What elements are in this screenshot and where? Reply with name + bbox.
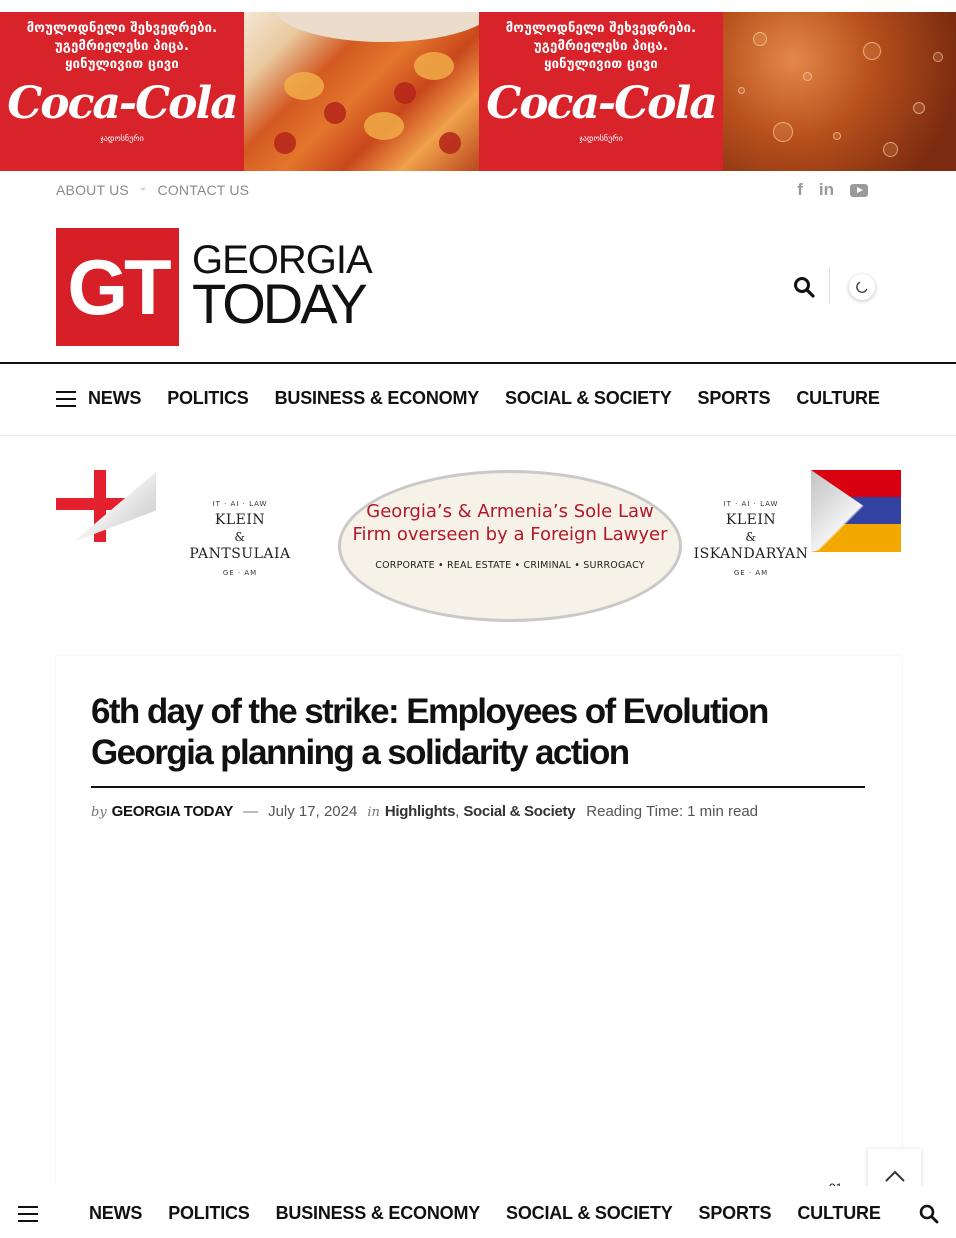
logo-georgia: GEORGIA [192, 238, 372, 282]
header-divider [829, 268, 830, 304]
meta-dash: — [243, 803, 259, 820]
social-links [797, 180, 868, 200]
article-date: July 17, 2024 [268, 803, 358, 820]
ad-tagline: ჯადოსნური [579, 134, 623, 143]
georgia-flag-image [56, 470, 151, 542]
ad-line-3: ყინულივით ცივი [544, 57, 658, 72]
ad-line-1: მოულოდნელი შეხვედრები. [26, 21, 218, 36]
category-separator: , [455, 803, 460, 820]
chevron-down-icon[interactable]: ⌄ [138, 182, 148, 193]
law-ad-oval [338, 470, 682, 622]
nav-item-sports[interactable]: SPORTS [697, 388, 771, 408]
nav-item-sports[interactable]: SPORTS [698, 1203, 772, 1223]
law-firm-ad[interactable] [56, 470, 901, 625]
dark-mode-toggle[interactable] [849, 274, 875, 300]
nav-item-social-society[interactable]: SOCIAL & SOCIETY [505, 388, 672, 408]
site-logo-mark[interactable]: GT [56, 228, 179, 346]
firm-meta-bottom: GE · AM [733, 569, 769, 577]
ad-line-1: მოულოდნელი შეხვედრები. [505, 21, 697, 36]
reading-time: Reading Time: 1 min read [586, 803, 759, 820]
nav-item-news[interactable]: NEWS [88, 388, 142, 408]
pizza-image [244, 12, 479, 171]
ad-tagline: ჯადოსნური [100, 134, 144, 143]
nav-item-culture[interactable]: CULTURE [796, 388, 880, 408]
ad-panel-text-2[interactable] [479, 12, 723, 171]
linkedin-icon[interactable]: in [818, 180, 834, 199]
youtube-icon[interactable] [850, 184, 868, 197]
coca-cola-logo: Coca-Cola [7, 78, 237, 129]
law-ad-headline: Georgia’s & Armenia’s Sole Law Firm overseen by a Foreign Lawyer [352, 501, 668, 545]
top-ad-banner[interactable] [0, 12, 956, 171]
category-link-social-society[interactable]: Social & Society [463, 803, 576, 820]
sticky-nav-items [89, 1203, 907, 1224]
firm-amp: & [234, 530, 246, 544]
coca-cola-logo: Coca-Cola [486, 78, 716, 129]
contact-us-link[interactable]: CONTACT US [157, 182, 250, 198]
firm-name-2: ISKANDARYAN [693, 546, 809, 562]
nav-divider-top [0, 362, 956, 364]
title-divider [91, 786, 865, 788]
author-link[interactable]: GEORGIA TODAY [111, 803, 234, 820]
nav-item-business-economy[interactable]: BUSINESS & ECONOMY [274, 388, 480, 408]
firm-logo-iskandaryan [692, 500, 810, 577]
firm-amp: & [745, 530, 757, 544]
chevron-up-icon [884, 1169, 906, 1183]
law-ad-practice-areas: CORPORATE • REAL ESTATE • CRIMINAL • SURROGACY [375, 560, 645, 571]
search-icon[interactable] [793, 276, 815, 298]
firm-logo-pantsulaia [184, 500, 296, 577]
sticky-nav [0, 1186, 956, 1238]
nav-item-politics[interactable]: POLITICS [167, 388, 249, 408]
firm-meta-top: IT · AI · LAW [212, 500, 268, 508]
nav-item-business-economy[interactable]: BUSINESS & ECONOMY [275, 1203, 481, 1223]
by-label: by [91, 805, 107, 820]
site-logo-name[interactable] [192, 238, 372, 335]
article-title: 6th day of the strike: Employees of Evolution Georgia planning a solidarity action [91, 692, 768, 772]
nav-item-culture[interactable]: CULTURE [797, 1203, 881, 1223]
ad-line-3: ყინულივით ცივი [65, 57, 179, 72]
hamburger-menu-icon[interactable] [18, 1206, 38, 1222]
cola-bubbles-image [723, 12, 956, 171]
firm-meta-bottom: GE · AM [222, 569, 258, 577]
category-link-highlights[interactable]: Highlights [384, 803, 456, 820]
moon-icon [855, 280, 869, 294]
main-nav [56, 388, 906, 409]
firm-name-2: PANTSULAIA [189, 546, 291, 562]
in-label: in [367, 805, 380, 820]
nav-item-news[interactable]: NEWS [89, 1203, 143, 1223]
nav-item-politics[interactable]: POLITICS [168, 1203, 250, 1223]
article-meta [91, 803, 758, 820]
ad-panel-text-1[interactable] [0, 12, 244, 171]
ad-line-2: უგემრიელესი პიცა. [533, 39, 669, 54]
ad-line-2: უგემრიელესი პიცა. [54, 39, 190, 54]
about-us-link[interactable]: ABOUT US [56, 182, 129, 198]
nav-divider-bottom [0, 435, 956, 436]
search-icon[interactable] [919, 1204, 939, 1224]
top-links [56, 182, 249, 198]
firm-name-1: KLEIN [214, 512, 266, 528]
hamburger-menu-icon[interactable] [56, 391, 76, 407]
firm-name-1: KLEIN [725, 512, 777, 528]
facebook-icon[interactable]: f [797, 180, 803, 199]
nav-item-social-society[interactable]: SOCIAL & SOCIETY [506, 1203, 673, 1223]
ad-headline-2 [479, 12, 723, 74]
firm-meta-top: IT · AI · LAW [723, 500, 779, 508]
ad-headline-1 [0, 12, 244, 74]
armenia-flag-image [811, 470, 901, 552]
logo-today: TODAY [192, 272, 365, 335]
